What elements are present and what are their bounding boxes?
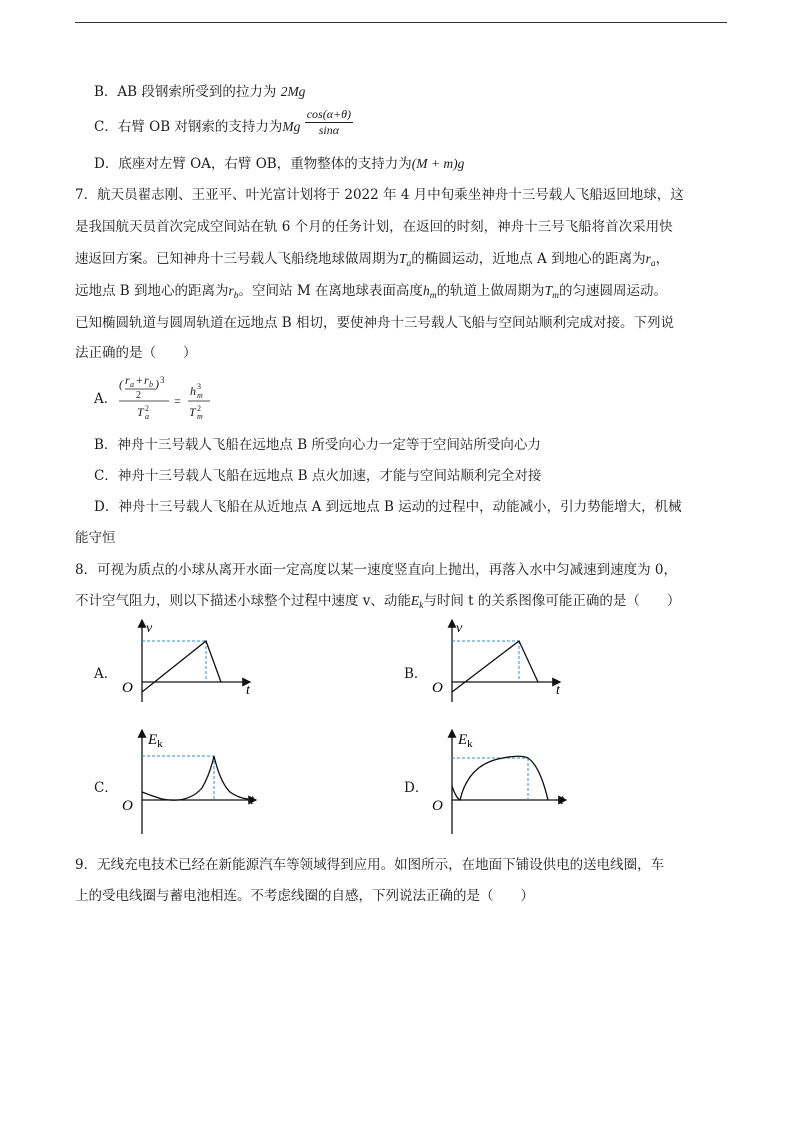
q8-option-d-label[interactable]: D． [404, 780, 429, 796]
q8-line-2-part-b: 与时间 t 的关系图像可能正确的是（ ） [423, 593, 681, 609]
symbol-rb-sub: b [233, 291, 239, 301]
q6-option-d[interactable] [94, 155, 464, 173]
q6-option-d-math: (M + m)g [411, 156, 465, 171]
v-curve [452, 641, 538, 692]
q7-option-a-label[interactable]: A． [94, 391, 118, 407]
symbol-ek: E [410, 593, 420, 608]
q7-line-4-part-b: 。空间站 M 在离地球表面高度 [238, 283, 423, 299]
axis-label-t: t [560, 793, 564, 808]
symbol-ra-sub: a [650, 259, 656, 269]
q7-line-4-part-d: 的匀速圆周运动。 [558, 283, 667, 299]
origin-label: O [122, 680, 133, 696]
q8-option-b-label[interactable]: B． [404, 666, 428, 682]
q6-option-c-text: C．右臂 OB 对钢索的支持力为 [94, 119, 283, 135]
q8-line-2-part-a: 不计空气阻力，则以下描述小球整个过程中速度 v、动能 [75, 593, 411, 609]
v-curve [142, 641, 221, 692]
svg-text:a: a [130, 380, 134, 389]
q7-line-2: 是我国航天员首次完成空间站在轨 6 个月的任务计划，在返回的时刻，神舟十三号飞船将首次采用快 [75, 219, 673, 235]
svg-text:T: T [189, 405, 196, 419]
q6-option-c-fraction [305, 107, 353, 138]
q8-line-1: 8．可视为质点的小球从离开水面一定高度以某一速度竖直向上抛出，再落入水中匀减速到速度为 0， [75, 562, 677, 578]
q6-option-b-math: 2Mg [280, 84, 306, 99]
axis-label-v: v [456, 621, 463, 636]
svg-text:m: m [197, 391, 203, 400]
svg-text:+: + [136, 374, 143, 387]
q7-line-4-part-c: 的轨道上做周期为 [436, 283, 545, 299]
symbol-rb: r [228, 283, 234, 298]
svg-text:3: 3 [197, 382, 201, 391]
q6-option-b[interactable] [94, 83, 305, 101]
symbol-hm-sub: m [429, 291, 437, 301]
q7-option-d-line-2: 能守恒 [75, 530, 116, 546]
svg-text:m: m [197, 412, 203, 421]
axis-label-t: t [246, 683, 250, 698]
q7-line-3-part-b: 的椭圆运动，近地点 A 到地心的距离为 [411, 251, 646, 267]
q6-option-b-text: B．AB 段钢索所受到的拉力为 [94, 84, 281, 100]
svg-text:2: 2 [145, 404, 149, 413]
q7-option-a-formula[interactable] [117, 374, 217, 424]
svg-text:(: ( [119, 377, 123, 391]
q7-option-b[interactable]: B．神舟十三号载人飞船在远地点 B 所受向心力一定等于空间站所受向心力 [94, 437, 541, 453]
symbol-ek-sub: k [419, 601, 424, 611]
q6-option-c-math: Mg [282, 119, 301, 134]
svg-text:): ) [155, 377, 159, 391]
symbol-ra: r [645, 251, 651, 266]
q8-line-2 [75, 592, 680, 615]
q7-line-4-part-a: 远地点 B 到地心的距离为 [75, 283, 229, 299]
svg-text:a: a [145, 412, 149, 421]
axis-label-ek: $E_k$ [458, 732, 473, 750]
q8-graph-b[interactable] [428, 616, 568, 704]
q7-option-c[interactable]: C．神舟十三号载人飞船在远地点 B 点火加速，才能与空间站顺利完全对接 [94, 468, 542, 484]
q8-graph-a[interactable] [118, 616, 258, 704]
svg-text:r: r [144, 374, 149, 387]
symbol-hm: h [422, 283, 430, 298]
svg-text:2: 2 [197, 404, 201, 413]
header-rule [75, 22, 727, 23]
ek-curve [452, 756, 548, 800]
svg-text:2: 2 [136, 390, 141, 401]
svg-text:3: 3 [160, 375, 165, 385]
axis-label-v: v [146, 621, 153, 636]
q7-line-6: 法正确的是（ ） [75, 345, 197, 361]
symbol-ta: T [399, 251, 407, 266]
q7-line-5: 已知椭圆轨道与圆周轨道在远地点 B 相切，要使神舟十三号载人飞船与空间站顺利完成对接。下列说 [75, 315, 675, 331]
axis-label-ek: $E_k$ [148, 732, 163, 750]
q8-graph-c[interactable] [118, 726, 263, 836]
symbol-tm-sub: m [552, 291, 559, 301]
svg-text:r: r [125, 374, 130, 387]
q7-option-d-line-1[interactable]: D．神舟十三号载人飞船在从近地点 A 到远地点 B 运动的过程中，动能减小，引力势能增大，机械 [94, 499, 682, 515]
symbol-ta-sub: a [406, 259, 412, 269]
svg-text:b: b [149, 380, 153, 389]
q9-line-2: 上的受电线圈与蓄电池相连。不考虑线圈的自感，下列说法正确的是（ ） [75, 888, 534, 904]
svg-text:h: h [190, 384, 196, 398]
axis-label-t: t [556, 683, 560, 698]
q7-line-3: 速返回方案。已知神舟十三号载人飞船绕地球做周期为$T_a$的椭圆运动，近地点 A 到地心的距离为$r_a$， [75, 251, 670, 269]
svg-text:T: T [137, 405, 144, 419]
q7-line-1: 7．航天员翟志刚、王亚平、叶光富计划将于 2022 年 4 月中旬乘坐神舟十三号载人飞船返回地球，这 [75, 187, 684, 203]
origin-label: O [122, 798, 133, 814]
svg-text:=: = [174, 394, 181, 408]
symbol-tm: T [544, 283, 553, 298]
origin-label: O [432, 680, 443, 696]
ek-curve [142, 756, 248, 800]
q7-line-3-part-a: 速返回方案。已知神舟十三号载人飞船绕地球做周期为 [75, 251, 399, 267]
origin-label: O [432, 798, 443, 814]
q8-graph-d[interactable] [428, 726, 573, 836]
q8-option-a-label[interactable]: A． [94, 666, 118, 682]
q7-line-4 [75, 282, 667, 305]
fraction-denominator: sinα [318, 123, 339, 137]
q8-option-c-label[interactable]: C． [94, 780, 118, 796]
fraction-numerator: cos(α+θ) [306, 107, 351, 121]
q6-option-d-text: D．底座对左臂 OA，右臂 OB，重物整体的支持力为 [94, 156, 412, 172]
axis-label-t: t [250, 793, 254, 808]
q9-line-1: 9．无线充电技术已经在新能源汽车等领域得到应用。如图所示，在地面下铺设供电的送电线圈，车 [75, 857, 665, 873]
